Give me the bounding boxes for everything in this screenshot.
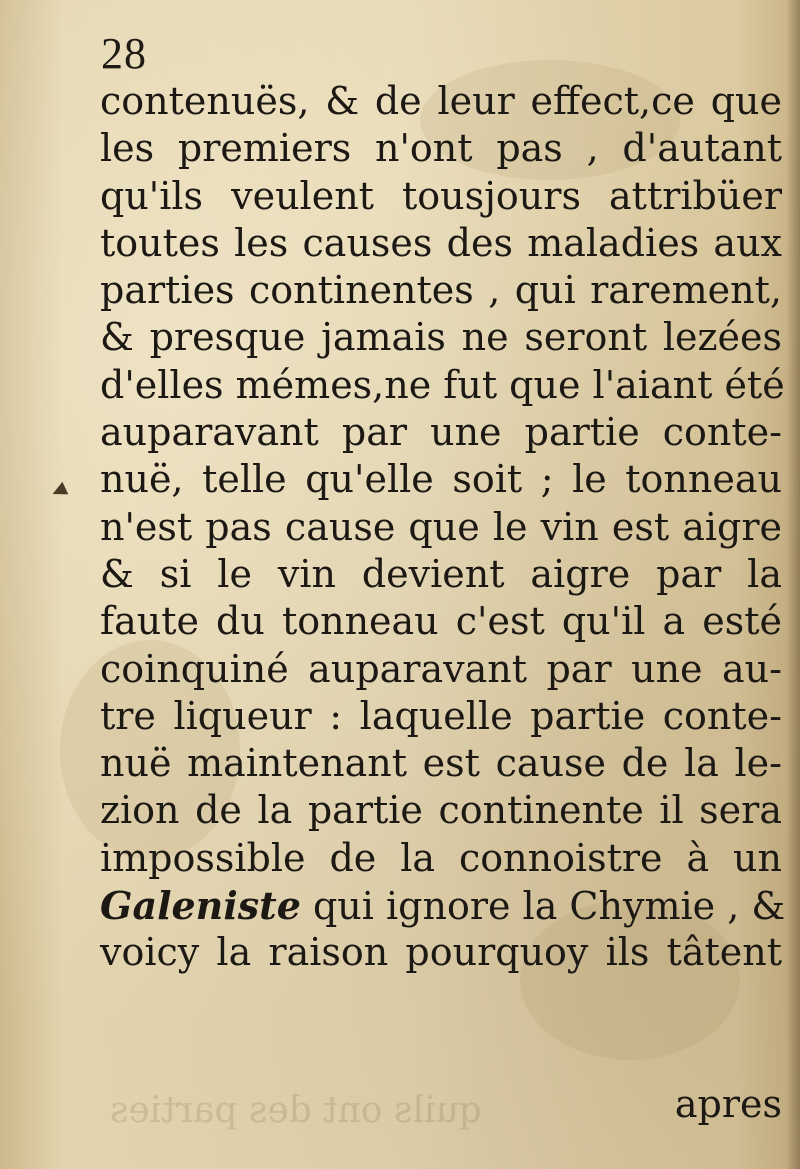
text-line-rest: qui ignore la Chymie , &: [300, 884, 786, 929]
text-line: nuë maintenant est cause de la le-: [100, 741, 782, 786]
text-line-with-italic: [100, 882, 786, 929]
text-line: parties continentes , qui rarement,: [100, 268, 782, 313]
text-line: & presque jamais ne seront lezées: [100, 315, 782, 360]
text-line: d'elles mémes,ne fut que l'aiant été: [100, 362, 785, 407]
text-line: contenuës, & de leur effect,ce que: [100, 79, 782, 123]
italic-word-galeniste: Galeniste: [100, 883, 301, 929]
text-line: zion de la partie continente il sera: [100, 788, 782, 833]
text-line: faute du tonneau c'est qu'il a esté: [100, 599, 782, 644]
bleed-through-text: quils ont des parties: [110, 1090, 482, 1131]
body-text: [100, 78, 790, 977]
text-line: coinquiné auparavant par une au-: [100, 646, 782, 691]
catchword-row: [100, 1082, 782, 1142]
text-line: qu'ils veulent tousjours attribüer: [100, 173, 782, 218]
text-line: tre liqueur : laquelle partie conte-: [100, 693, 782, 738]
text-line: toutes les causes des maladies aux: [100, 220, 782, 265]
text-line: nuë, telle qu'elle soit ; le tonneau: [100, 457, 782, 502]
text-line: n'est pas cause que le vin est aigre: [100, 504, 782, 549]
margin-arrow-mark: [50, 482, 69, 501]
text-line: voicy la raison pourquoy ils tâtent: [100, 930, 782, 975]
text-line: impossible de la connoistre à un: [100, 835, 782, 880]
page-number: 28: [101, 29, 147, 78]
text-line: auparavant par une partie conte-: [100, 410, 782, 455]
catchword: apres: [674, 1082, 782, 1126]
text-line: & si le vin devient aigre par la: [100, 551, 782, 596]
text-line: les premiers n'ont pas , d'autant: [100, 126, 782, 171]
